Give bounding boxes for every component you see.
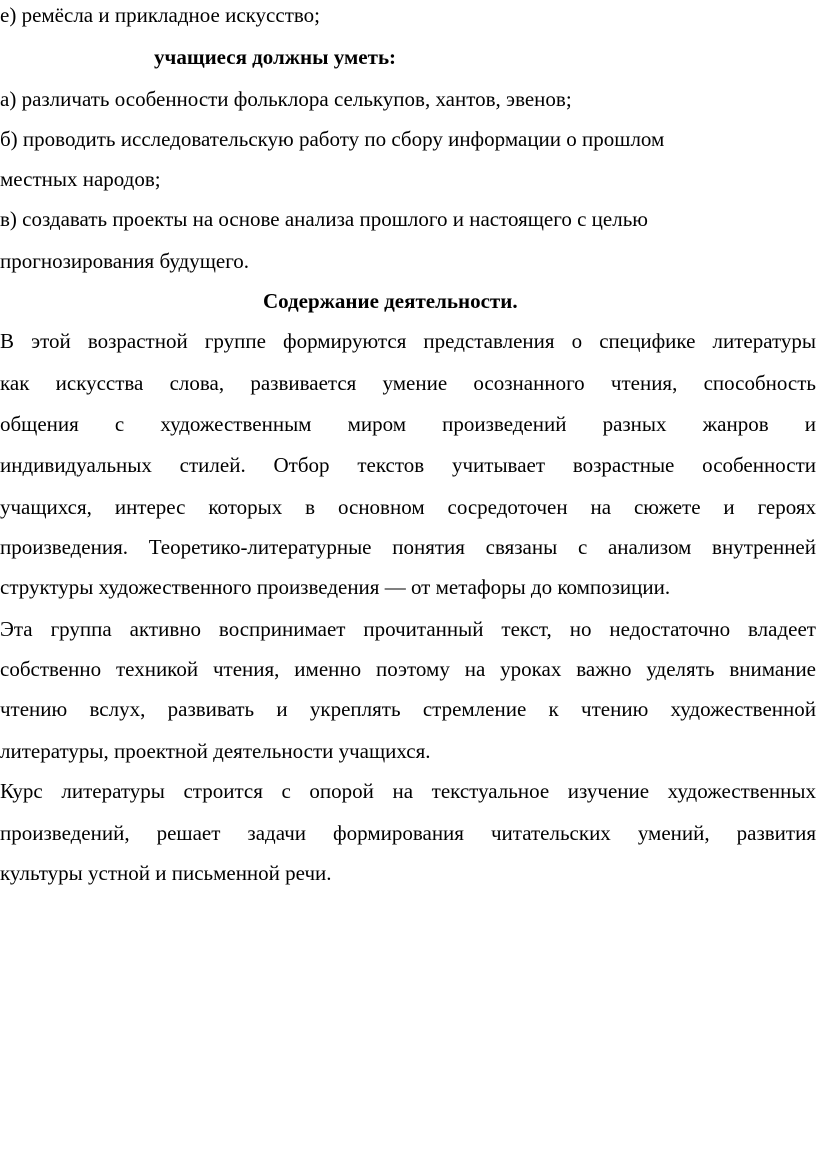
paragraph1-line: как искусства слова, развивается умение осознанного чтения, способность (0, 371, 816, 395)
skill-item-v: в) создавать проекты на основе анализа прошлого и настоящего с целью (0, 207, 648, 231)
paragraph2-line: литературы, проектной деятельности учащихся. (0, 739, 431, 763)
content-heading: Содержание деятельности. (263, 289, 518, 313)
students-should-heading: учащиеся должны уметь: (154, 45, 397, 69)
paragraph1-line: индивидуальных стилей. Отбор текстов учитывает возрастные особенности (0, 453, 816, 477)
skill-item-v-cont: прогнозирования будущего. (0, 249, 250, 273)
skill-item-a: а) различать особенности фольклора селькупов, хантов, эвенов; (0, 87, 572, 111)
skill-item-b: б) проводить исследовательскую работу по сбору информации о прошлом (0, 127, 665, 151)
skill-item-b-cont: местных народов; (0, 167, 161, 191)
paragraph2-line: Эта группа активно воспринимает прочитанный текст, но недостаточно владеет (0, 617, 816, 641)
paragraph1-line: общения с художественным миром произведений разных жанров и (0, 412, 816, 436)
paragraph1-line: произведения. Теоретико-литературные понятия связаны с анализом внутренней (0, 535, 816, 559)
paragraph1-line: В этой возрастной группе формируются представления о специфике литературы (0, 329, 816, 353)
paragraph1-line: структуры художественного произведения — от метафоры до композиции. (0, 575, 671, 599)
paragraph3-line: культуры устной и письменной речи. (0, 861, 332, 885)
skill-item-e: е) ремёсла и прикладное искусство; (0, 3, 320, 27)
paragraph1-line: учащихся, интерес которых в основном сосредоточен на сюжете и героях (0, 495, 816, 519)
paragraph3-line: Курс литературы строится с опорой на текстуальное изучение художественных (0, 779, 816, 803)
paragraph2-line: чтению вслух, развивать и укреплять стремление к чтению художественной (0, 697, 816, 721)
paragraph3-line: произведений, решает задачи формирования читательских умений, развития (0, 821, 816, 845)
paragraph2-line: собственно техникой чтения, именно поэтому на уроках важно уделять внимание (0, 657, 816, 681)
